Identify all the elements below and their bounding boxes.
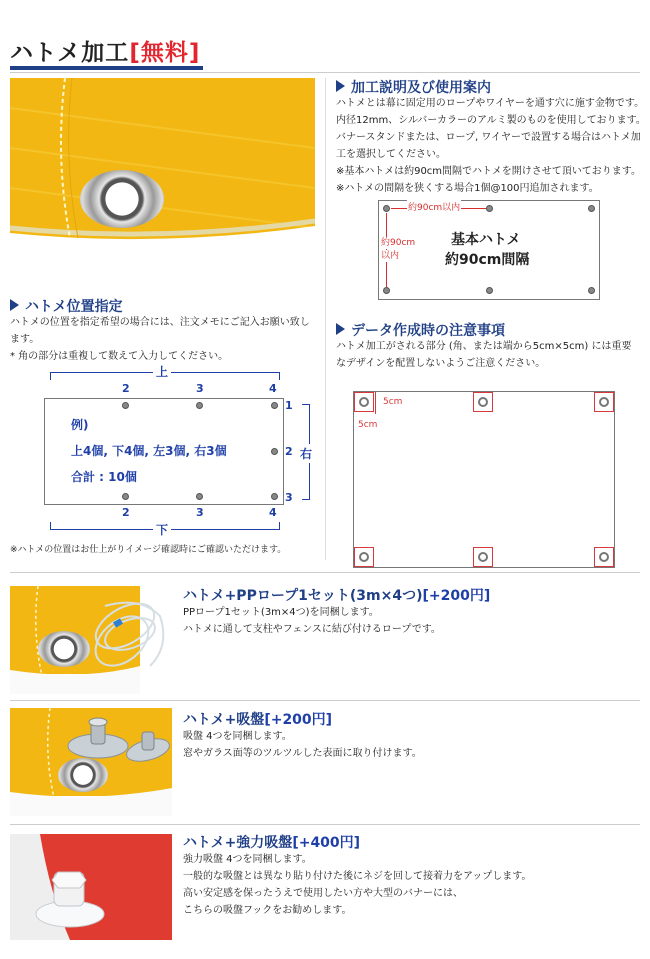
grommet-hole — [478, 397, 488, 407]
position-line: * 角の部分は重複して数えて入力してください。 — [10, 351, 229, 362]
side-dimension-label-2: 以内 — [381, 251, 400, 261]
position-heading-text: ハトメ位置指定 — [25, 299, 123, 315]
options-divider — [10, 824, 640, 825]
explain-line: バナースタンドまたは、ロープ, ワイヤーで設置する場合はハトメ加 — [336, 132, 641, 143]
explain-heading — [336, 77, 491, 97]
option-line: ハトメに通して支柱やフェンスに結び付けるロープです。 — [183, 624, 441, 635]
right-num: 1 — [285, 399, 293, 412]
triangle-icon — [336, 323, 345, 335]
grommet-icon — [58, 758, 108, 792]
data-notes-line: ハトメ加工がされる部分 (角、または端から5cm×5cm) には重要 — [336, 341, 632, 352]
top-label: 上 — [153, 363, 171, 380]
safe-area-diagram — [353, 391, 615, 568]
top-num: 3 — [196, 382, 204, 395]
diagram-center-1: 基本ハトメ — [451, 232, 521, 248]
top-dimension-label: 約90cm以内 — [407, 200, 461, 217]
right-num: 3 — [285, 491, 293, 504]
grommet-hole — [122, 493, 129, 500]
triangle-icon — [336, 80, 345, 92]
position-text — [10, 314, 310, 365]
top-num: 4 — [269, 382, 277, 395]
option-strong-title — [183, 832, 360, 852]
grommet-hole — [271, 493, 278, 500]
dimension-tick — [375, 392, 376, 414]
option-line: 窓やガラス面等のツルツルした表面に取り付けます。 — [183, 748, 422, 759]
bottom-label: 下 — [153, 521, 171, 538]
example-2: 上4個, 下4個, 左3個, 右3個 — [71, 444, 227, 458]
dimension-label-2: 5cm — [358, 420, 378, 430]
options-divider — [10, 700, 640, 701]
data-notes-line: なデザインを配置しないようご注意ください。 — [336, 358, 546, 369]
option-line: 吸盤 4つを同梱します。 — [183, 731, 292, 742]
grommet-hole — [196, 402, 203, 409]
dimension-label-1: 5cm — [383, 397, 403, 407]
grommet-hole — [359, 552, 369, 562]
option-suction-title — [183, 709, 332, 729]
explain-line: ※基本ハトメは約90cm間隔でハトメを開けさせて頂いております。 — [336, 166, 641, 177]
title-underline — [10, 66, 203, 70]
free-tag: [無料] — [129, 40, 201, 66]
header-divider — [10, 72, 640, 73]
grommet-hole — [271, 402, 278, 409]
rope-photo — [10, 586, 172, 694]
bottom-num: 4 — [269, 506, 277, 519]
option-suction-text — [183, 728, 422, 762]
position-heading — [10, 296, 123, 316]
page-title-text: ハトメ加工 — [10, 40, 130, 66]
option-strong-text — [183, 851, 532, 919]
basic-grommet-diagram — [378, 200, 600, 300]
grommet-icon — [38, 631, 90, 667]
explain-line: ハトメとは幕に固定用のロープやワイヤーを通す穴に施す金物です。 — [336, 98, 645, 109]
strong-suction-photo-art — [10, 834, 172, 940]
option-line: PPロープ1セット(3m×4つ)を同梱します。 — [183, 607, 379, 618]
grommet-hole — [588, 205, 595, 212]
grommet-photo-art — [10, 78, 315, 280]
grommet-icon — [80, 170, 164, 228]
data-notes-heading-text: データ作成時の注意事項 — [351, 323, 505, 339]
bottom-num: 2 — [122, 506, 130, 519]
option-line: 高い安定感を保ったうえで使用したい方や大型のバナーには、 — [183, 888, 463, 899]
options-divider — [10, 572, 640, 573]
option-rope-price: [+200円] — [422, 588, 491, 604]
position-note: ※ハトメの位置はお仕上がりイメージ確認時にご確認いただけます。 — [10, 545, 287, 555]
grommet-hole — [588, 287, 595, 294]
option-strong-name: ハトメ+強力吸盤 — [183, 835, 293, 851]
grommet-hole — [599, 397, 609, 407]
grommet-hole — [122, 402, 129, 409]
rope-photo-art — [10, 586, 172, 694]
grommet-hole — [599, 552, 609, 562]
page-title — [10, 34, 200, 67]
strong-suction-photo — [10, 834, 172, 940]
position-line: ます。 — [10, 334, 40, 345]
right-label: 右 — [299, 444, 313, 463]
explain-line: 内径12mm、シルバーカラーのアルミ製のものを使用しております。 — [336, 115, 646, 126]
grommet-photo — [10, 78, 315, 280]
grommet-hole — [271, 448, 278, 455]
option-rope-text — [183, 604, 441, 638]
option-rope-name: ハトメ+PPロープ1セット(3m×4つ) — [183, 588, 423, 604]
grommet-hole — [486, 205, 493, 212]
option-suction-name: ハトメ+吸盤 — [183, 712, 265, 728]
explain-text — [336, 95, 646, 197]
bottom-num: 3 — [196, 506, 204, 519]
side-dimension-label-1: 約90cm — [381, 238, 416, 248]
grommet-hole — [359, 397, 369, 407]
triangle-icon — [10, 299, 19, 311]
grommet-hole — [196, 493, 203, 500]
explain-heading-text: 加工説明及び使用案内 — [351, 80, 491, 96]
right-num: 2 — [285, 445, 293, 458]
grommet-hole — [383, 287, 390, 294]
top-num: 2 — [122, 382, 130, 395]
option-rope-title — [183, 585, 490, 605]
example-1: 例) — [71, 418, 89, 432]
option-line: こちらの吸盤フックをお勧めします。 — [183, 905, 352, 916]
option-line: 強力吸盤 4つを同梱します。 — [183, 854, 312, 865]
option-line: 一般的な吸盤とは異なり貼り付けた後にネジを回して接着力をアップします。 — [183, 871, 532, 882]
grommet-hole — [478, 552, 488, 562]
explain-line: ※ハトメの間隔を狭くする場合1個@100円追加されます。 — [336, 183, 599, 194]
suction-photo — [10, 708, 172, 816]
grommet-hole — [383, 205, 390, 212]
option-suction-price: [+200円] — [264, 712, 333, 728]
position-banner — [44, 398, 284, 505]
diagram-center-2: 約90cm間隔 — [445, 252, 530, 268]
explain-line: 工を選択してください。 — [336, 149, 446, 160]
position-diagram — [40, 362, 330, 542]
data-notes-text — [336, 338, 631, 372]
grommet-hole — [486, 287, 493, 294]
option-strong-price: [+400円] — [292, 835, 361, 851]
data-notes-heading — [336, 320, 505, 340]
position-line: ハトメの位置を指定希望の場合には、注文メモにご記入お願い致し — [10, 317, 310, 328]
example-3: 合計 : 10個 — [71, 470, 137, 484]
